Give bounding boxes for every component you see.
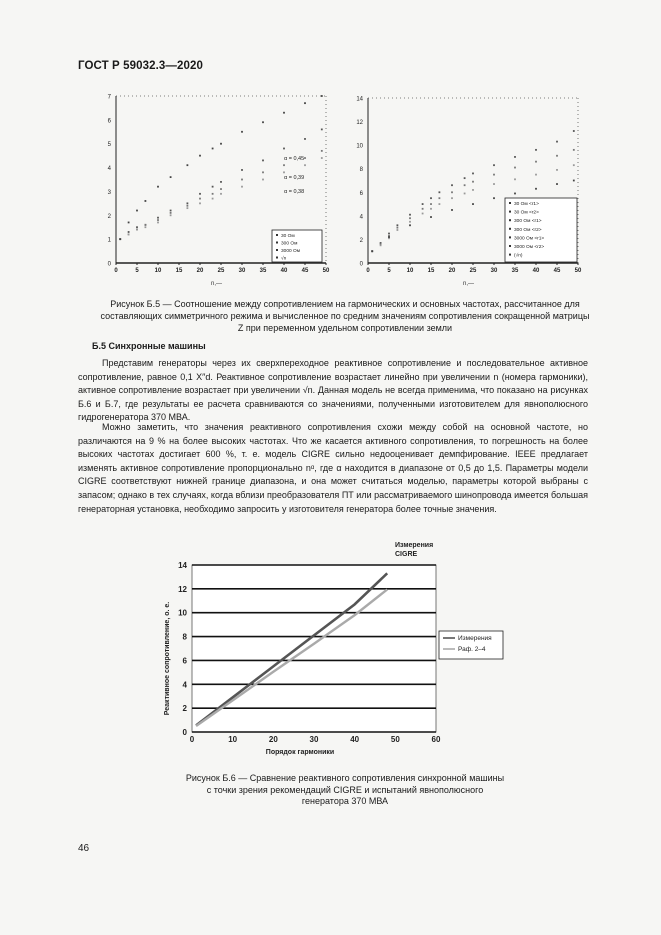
y-tick-label: 14 bbox=[356, 96, 363, 103]
legend-label: Раф. 2–4 bbox=[458, 646, 486, 653]
data-point bbox=[262, 121, 264, 123]
data-point bbox=[199, 202, 201, 204]
x-tick-label: 10 bbox=[406, 268, 414, 274]
data-point bbox=[464, 184, 466, 186]
data-point bbox=[170, 212, 172, 214]
figure-b6-caption-line-2: с точки зрения рекомендаций CIGRE и испытаний явнополюсного bbox=[206, 784, 484, 795]
data-point bbox=[145, 200, 147, 202]
data-point bbox=[321, 157, 323, 159]
data-point bbox=[493, 174, 495, 176]
data-point bbox=[212, 148, 214, 150]
data-point bbox=[514, 178, 516, 180]
y-tick-label: 1 bbox=[107, 237, 111, 244]
y-tick-label: 2 bbox=[359, 237, 363, 244]
data-point bbox=[556, 141, 558, 143]
data-point bbox=[283, 164, 285, 166]
data-point bbox=[119, 238, 121, 240]
y-tick-label: 6 bbox=[107, 118, 111, 125]
data-point bbox=[493, 183, 495, 185]
data-point bbox=[422, 203, 424, 205]
legend-marker bbox=[509, 202, 511, 204]
data-point bbox=[136, 210, 138, 212]
data-point bbox=[430, 208, 432, 210]
figure-b5-caption: Рисунок Б.5 — Соотношение между сопротивлением на гармонических и основных частотах, рассчитанное для составляющих симметричного режима и вычисленное по средним значениям сопротивления сокращенной матрицы Z при переменном удельном сопротивлении земли bbox=[100, 299, 590, 333]
data-point bbox=[472, 173, 474, 175]
x-tick-label: 0 bbox=[366, 268, 370, 274]
legend-label: 3000 Ом bbox=[281, 249, 301, 254]
figure-b6-caption bbox=[150, 773, 540, 808]
data-point bbox=[380, 244, 382, 246]
data-point bbox=[262, 179, 264, 181]
data-point bbox=[187, 202, 189, 204]
plot-area bbox=[192, 565, 436, 732]
legend-marker bbox=[509, 254, 511, 256]
x-tick-label: 25 bbox=[217, 268, 225, 274]
data-point bbox=[321, 95, 323, 97]
data-point bbox=[472, 181, 474, 183]
alpha-annotation: α = 0,39 bbox=[284, 175, 305, 181]
data-point bbox=[409, 224, 411, 226]
y-tick-label: 2 bbox=[107, 213, 111, 220]
legend-marker bbox=[276, 242, 278, 244]
legend-label: (√n) bbox=[514, 253, 523, 259]
x-tick-label: 60 bbox=[431, 735, 441, 744]
data-point bbox=[136, 226, 138, 228]
x-axis-label: n,— bbox=[211, 281, 223, 287]
y-tick-label: 7 bbox=[107, 94, 111, 101]
data-point bbox=[514, 167, 516, 169]
figure-b6-caption-line-1: Рисунок Б.6 — Сравнение реактивного сопротивления синхронной машины bbox=[185, 773, 505, 783]
data-point bbox=[535, 149, 537, 151]
data-point bbox=[321, 129, 323, 131]
data-point bbox=[472, 203, 474, 205]
data-point bbox=[472, 189, 474, 191]
data-point bbox=[157, 186, 159, 188]
data-point bbox=[262, 160, 264, 162]
data-point bbox=[388, 236, 390, 238]
x-tick-label: 20 bbox=[448, 268, 456, 274]
x-tick-label: 10 bbox=[154, 268, 162, 274]
page-number: 46 bbox=[78, 843, 90, 854]
y-tick-label: 4 bbox=[359, 214, 363, 221]
body-text bbox=[78, 357, 588, 425]
x-tick-label: 15 bbox=[175, 268, 183, 274]
legend-label: 30 Ом <r2> bbox=[514, 210, 539, 216]
data-point bbox=[241, 169, 243, 171]
y-tick-label: 5 bbox=[107, 142, 111, 149]
legend-label: 300 Ом bbox=[281, 241, 298, 247]
data-point bbox=[573, 149, 575, 151]
data-point bbox=[397, 229, 399, 231]
data-point bbox=[409, 214, 411, 216]
data-point bbox=[283, 148, 285, 150]
x-tick-label: 20 bbox=[196, 268, 204, 274]
data-point bbox=[157, 217, 159, 219]
y-tick-label: 4 bbox=[182, 680, 187, 690]
legend-marker bbox=[509, 245, 511, 247]
data-point bbox=[439, 203, 441, 205]
legend-marker bbox=[509, 236, 511, 238]
data-point bbox=[262, 171, 264, 173]
data-point bbox=[170, 214, 172, 216]
x-tick-label: 50 bbox=[322, 268, 330, 274]
y-tick-label: 10 bbox=[178, 608, 187, 618]
data-point bbox=[220, 181, 222, 183]
data-point bbox=[514, 156, 516, 158]
legend-label: 30 Ом bbox=[281, 234, 295, 239]
x-tick-label: 45 bbox=[553, 268, 561, 274]
data-point bbox=[493, 164, 495, 166]
data-point bbox=[157, 219, 159, 221]
legend-marker bbox=[276, 257, 278, 259]
data-point bbox=[187, 205, 189, 207]
data-point bbox=[199, 193, 201, 195]
data-point bbox=[430, 216, 432, 218]
x-tick-label: 10 bbox=[228, 735, 238, 744]
body-text-2 bbox=[78, 421, 588, 516]
legend-label: 3000 Ом <r1> bbox=[514, 236, 545, 242]
data-point bbox=[451, 191, 453, 193]
data-point bbox=[493, 197, 495, 199]
x-tick-label: 30 bbox=[309, 735, 319, 744]
data-point bbox=[304, 164, 306, 166]
x-tick-label: 35 bbox=[259, 268, 267, 274]
legend-label: 300 Ом <r2> bbox=[514, 227, 542, 233]
data-point bbox=[573, 164, 575, 166]
data-point bbox=[212, 198, 214, 200]
section-title: Б.5 Синхронные машины bbox=[92, 341, 206, 351]
legend-label: 300 Ом <r1> bbox=[514, 219, 542, 225]
y-tick-label: 12 bbox=[178, 584, 187, 594]
x-tick-label: 15 bbox=[427, 268, 435, 274]
y-tick-label: 10 bbox=[356, 143, 363, 150]
data-point bbox=[388, 233, 390, 235]
data-point bbox=[136, 229, 138, 231]
legend-label: 3000 Ом <r2> bbox=[514, 245, 545, 250]
alpha-annotation: α = 0,38 bbox=[284, 189, 305, 195]
data-point bbox=[422, 213, 424, 215]
y-tick-label: 0 bbox=[107, 261, 111, 268]
document-header: ГОСТ Р 59032.3—2020 bbox=[78, 60, 203, 72]
x-tick-label: 30 bbox=[238, 268, 246, 274]
y-tick-label: 14 bbox=[178, 561, 187, 570]
data-point bbox=[422, 208, 424, 210]
x-tick-label: 50 bbox=[574, 268, 582, 274]
data-point bbox=[371, 250, 373, 252]
data-point bbox=[170, 210, 172, 212]
data-point bbox=[283, 112, 285, 114]
chart-b5-right bbox=[348, 88, 594, 298]
data-point bbox=[321, 150, 323, 152]
data-point bbox=[212, 186, 214, 188]
legend-title-line: Измерения bbox=[395, 542, 434, 549]
y-tick-label: 12 bbox=[356, 120, 363, 127]
data-point bbox=[439, 191, 441, 193]
y-tick-label: 8 bbox=[359, 167, 363, 174]
legend-marker bbox=[276, 249, 278, 251]
data-point bbox=[241, 186, 243, 188]
data-point bbox=[397, 227, 399, 229]
data-point bbox=[451, 209, 453, 211]
data-point bbox=[430, 203, 432, 205]
x-tick-label: 0 bbox=[189, 735, 195, 744]
y-tick-label: 4 bbox=[107, 166, 111, 173]
data-point bbox=[241, 131, 243, 133]
legend-title-line: CIGRE bbox=[395, 551, 418, 558]
data-point bbox=[128, 222, 130, 224]
legend-marker bbox=[509, 211, 511, 213]
data-point bbox=[212, 193, 214, 195]
data-point bbox=[128, 233, 130, 235]
data-point bbox=[304, 157, 306, 159]
legend-label: √n bbox=[281, 256, 287, 262]
data-point bbox=[170, 176, 172, 178]
alpha-annotation: α = 0,45 bbox=[284, 156, 305, 162]
x-tick-label: 0 bbox=[114, 268, 118, 274]
x-tick-label: 40 bbox=[280, 268, 288, 274]
x-tick-label: 40 bbox=[350, 735, 360, 744]
chart-b5-left bbox=[100, 88, 340, 298]
data-point bbox=[464, 177, 466, 179]
data-point bbox=[241, 179, 243, 181]
x-tick-label: 30 bbox=[490, 268, 498, 274]
y-tick-label: 6 bbox=[182, 656, 187, 666]
x-tick-label: 25 bbox=[469, 268, 477, 274]
x-tick-label: 40 bbox=[532, 268, 540, 274]
y-tick-label: 2 bbox=[182, 704, 187, 714]
data-point bbox=[220, 193, 222, 195]
legend-marker bbox=[276, 234, 278, 236]
x-tick-label: 35 bbox=[511, 268, 519, 274]
data-point bbox=[451, 184, 453, 186]
legend-marker bbox=[509, 219, 511, 221]
data-point bbox=[409, 221, 411, 223]
x-tick-label: 45 bbox=[301, 268, 309, 274]
x-tick-label: 50 bbox=[390, 735, 400, 744]
y-tick-label: 8 bbox=[182, 632, 187, 642]
x-tick-label: 20 bbox=[268, 735, 278, 744]
data-point bbox=[145, 226, 147, 228]
data-point bbox=[439, 197, 441, 199]
data-point bbox=[556, 169, 558, 171]
data-point bbox=[464, 193, 466, 195]
y-tick-label: 0 bbox=[359, 261, 363, 268]
y-axis-label: Реактивное сопротивление, о. е. bbox=[164, 601, 171, 716]
data-point bbox=[409, 217, 411, 219]
data-point bbox=[573, 130, 575, 132]
x-tick-label: 5 bbox=[387, 268, 391, 274]
y-tick-label: 6 bbox=[359, 190, 363, 197]
data-point bbox=[283, 171, 285, 173]
x-axis-label: Порядок гармоники bbox=[265, 749, 335, 756]
legend-label: Измерения bbox=[458, 635, 492, 642]
data-point bbox=[556, 155, 558, 157]
data-point bbox=[451, 197, 453, 199]
data-point bbox=[157, 222, 159, 224]
legend-marker bbox=[509, 228, 511, 230]
data-point bbox=[187, 207, 189, 209]
data-point bbox=[304, 138, 306, 140]
paragraph-1: Представим генераторы через их сверхпереходное реактивное сопротивление и последовательное активное сопротивление, равное 0,1 X″d. Реактивное сопротивление возрастает линейно при увеличении n (номера гармоники), активное сопротивление возрастает при увеличении √n. Данная модель не всегда применима, что показано на рисунках Б.6 и Б.7, где результаты ее расчета сравниваются со значениями, полученными изготовителем для явнополюсного гидрогенератора 370 МВА. bbox=[78, 358, 588, 423]
data-point bbox=[556, 183, 558, 185]
data-point bbox=[187, 164, 189, 166]
data-point bbox=[514, 193, 516, 195]
data-point bbox=[535, 174, 537, 176]
data-point bbox=[220, 143, 222, 145]
data-point bbox=[199, 155, 201, 157]
legend-label: 30 Ом <r1> bbox=[514, 202, 539, 207]
data-point bbox=[430, 197, 432, 199]
data-point bbox=[573, 180, 575, 182]
data-point bbox=[535, 188, 537, 190]
chart-b6 bbox=[155, 535, 505, 767]
data-point bbox=[220, 188, 222, 190]
data-point bbox=[304, 102, 306, 104]
x-tick-label: 5 bbox=[135, 268, 139, 274]
data-point bbox=[145, 224, 147, 226]
data-point bbox=[199, 198, 201, 200]
figure-b6-caption-line-3: генератора 370 МВА bbox=[301, 796, 389, 806]
y-tick-label: 3 bbox=[107, 189, 111, 196]
data-point bbox=[397, 224, 399, 226]
y-tick-label: 0 bbox=[182, 728, 187, 737]
paragraph-2: Можно заметить, что значения реактивного сопротивления схожи между собой на основной частоте, но различаются на 9 % на более высоких частотах. Что же касается активного сопротивления, то погрешность на более высоких частотах достигает 600 %, т. е. модель CIGRE сильно недооценивает демпфирование. IEEE предлагает изменять активное сопротивление пропорционально nᵅ, где α находится в диапазоне от 0,5 до 1,5. Параметры модели CIGRE соответствуют нижней границе диапазона, и она может считаться моделью, параметры которой выбраны с запасом; однако в тех случаях, когда вблизи преобразователя ПТ или рассматриваемого шинопровода имеется большая генераторная установка, необходимо запросить у изготовителя генератора более точные значения. bbox=[78, 422, 588, 514]
data-point bbox=[535, 161, 537, 163]
x-axis-label: n,— bbox=[463, 281, 475, 287]
data-point bbox=[128, 231, 130, 233]
